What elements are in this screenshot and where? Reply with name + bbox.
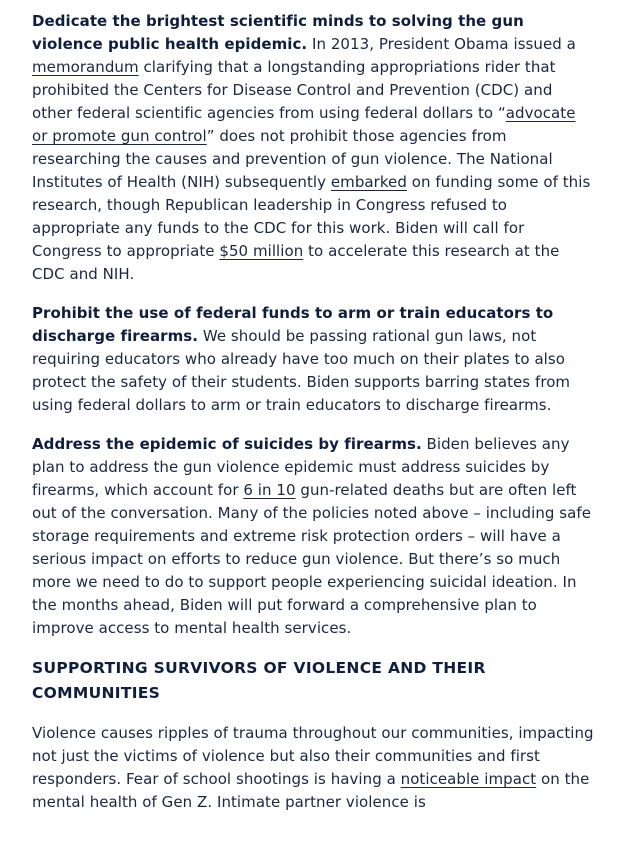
section-heading: SUPPORTING SURVIVORS OF VIOLENCE AND THEIR COMMUNITIES: [32, 659, 486, 702]
paragraph-lead: Dedicate the brightest scientific minds to solving the gun violence public health epidemic.: [32, 12, 524, 53]
memorandum-link[interactable]: memorandum: [32, 58, 139, 76]
six-in-ten-link[interactable]: 6 in 10: [243, 481, 296, 499]
paragraph-text: on funding some of this research, though Republican leadership in Congress refused to appropriate any funds to the CDC for this work. Biden will call for Congress to appropriate: [32, 173, 591, 260]
paragraph-text: We should be passing rational gun laws, not requiring educators who already have too much on their plates to also protect the safety of their students. Biden supports barring states from using federal dollars to arm or train educators to discharge firearms.: [32, 327, 571, 414]
paragraph-lead: Address the epidemic of suicides by firearms.: [32, 435, 422, 453]
fifty-million-link[interactable]: $50 million: [219, 242, 304, 260]
paragraph-text: gun-related deaths but are often left out of the conversation. Many of the policies noted above – including safe storage requirements and extreme risk protection orders – will have a serious impact on efforts to reduce gun violence. But there’s so much more we need to do to support people experiencing suicidal ideation. In the months ahead, Biden will put forward a comprehensive plan to improve access to mental health services.: [32, 481, 591, 637]
paragraph-text: ” does not prohibit those agencies from researching the causes and prevention of gun violence. The National Institutes of Health (NIH) subsequently: [32, 127, 553, 191]
paragraph-text: In 2013, President Obama issued a: [307, 35, 576, 53]
paragraph-text: Violence causes ripples of trauma throughout our communities, impacting not just the victims of violence but also their communities and first responders. Fear of school shootings is having a: [32, 724, 594, 788]
paragraph-suicide-prevention: [32, 433, 594, 640]
paragraph-text: clarifying that a longstanding appropriations rider that prohibited the Centers for Disease Control and Prevention (CDC) and other federal scientific agencies from using federal dollars to “: [32, 58, 556, 122]
paragraph-survivors: [32, 722, 594, 814]
advocate-gun-control-link[interactable]: advocate or promote gun control: [32, 104, 576, 145]
paragraph-text: on the mental health of Gen Z. Intimate partner violence is: [32, 770, 590, 811]
paragraph-lead: Prohibit the use of federal funds to arm or train educators to discharge firearms.: [32, 304, 554, 345]
paragraph-text: to accelerate this research at the CDC and NIH.: [32, 242, 560, 283]
paragraph-text: Biden believes any plan to address the gun violence epidemic must address suicides by firearms, which account for: [32, 435, 570, 499]
paragraph-research-funding: [32, 10, 594, 286]
embarked-link[interactable]: embarked: [330, 173, 407, 191]
paragraph-arming-educators: [32, 302, 594, 417]
noticeable-impact-link[interactable]: noticeable impact: [400, 770, 537, 788]
article-body: [32, 10, 594, 830]
